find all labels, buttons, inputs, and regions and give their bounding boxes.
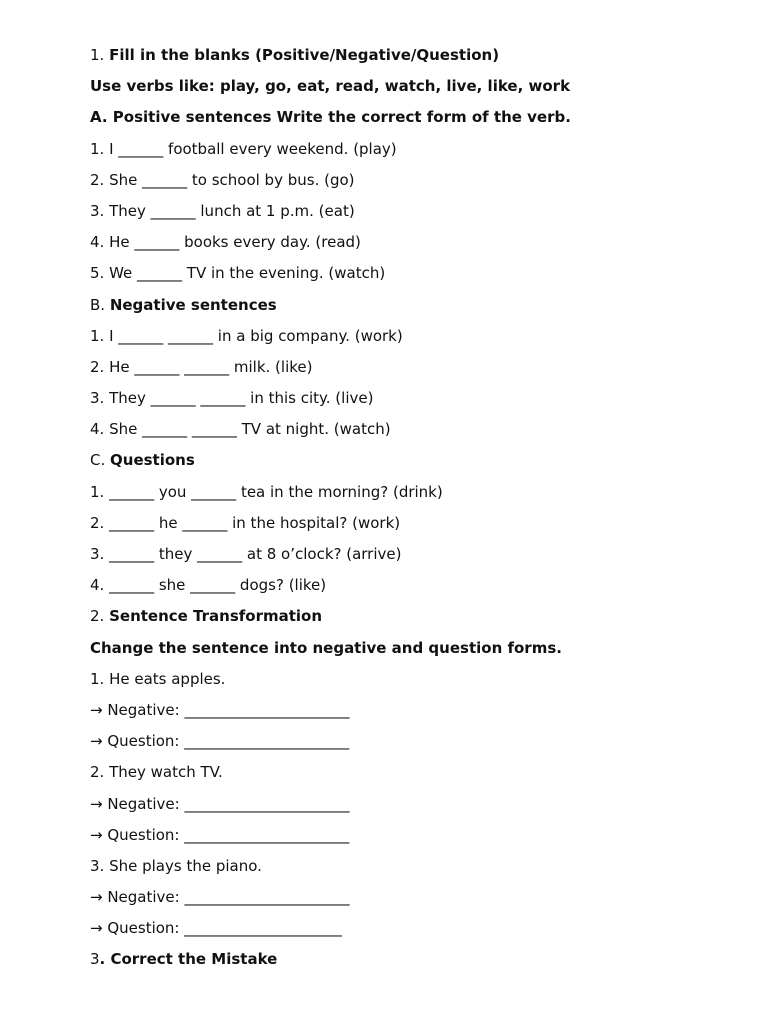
section-1-heading [90, 45, 730, 76]
negative-answer-line: → Negative: ______________________ [90, 700, 350, 719]
part-b-heading [90, 295, 730, 326]
heading-number: 1. [90, 46, 110, 64]
exercise-item: 2. ______ he ______ in the hospital? (work) [90, 513, 401, 532]
exercise-item: 4. She ______ ______ TV at night. (watch) [90, 420, 391, 439]
verb-list-instruction: Use verbs like: play, go, eat, read, watch, live, like, work [90, 77, 571, 96]
transformation-sentence: 1. He eats apples. [90, 669, 226, 688]
heading-number: 3 [90, 950, 100, 969]
heading-text: Sentence Transformation [109, 607, 323, 626]
exercise-item: 4. ______ she ______ dogs? (like) [90, 576, 327, 595]
exercise-item: 3. They ______ ______ in this city. (live) [90, 389, 374, 408]
transformation-instruction: Change the sentence into negative and question forms. [90, 638, 562, 657]
heading-letter: C. [90, 451, 111, 470]
exercise-item: 2. She ______ to school by bus. (go) [90, 170, 355, 189]
question-answer-line: → Question: _____________________ [90, 919, 342, 938]
heading-text: Questions [110, 451, 195, 470]
heading-number: 2. [90, 607, 110, 626]
exercise-item: 1. I ______ ______ in a big company. (work) [90, 326, 403, 345]
section-2-heading [90, 606, 730, 637]
exercise-item: 1. I ______ football every weekend. (play) [90, 139, 397, 158]
worksheet [90, 45, 730, 981]
exercise-item: 5. We ______ TV in the evening. (watch) [90, 264, 386, 283]
exercise-item: 1. ______ you ______ tea in the morning? (drink) [90, 482, 443, 501]
transformation-sentence: 2. They watch TV. [90, 763, 223, 782]
part-c-heading [90, 450, 730, 481]
exercise-item: 3. ______ they ______ at 8 o’clock? (arrive) [90, 545, 402, 563]
exercise-item: 2. He ______ ______ milk. (like) [90, 357, 313, 376]
transformation-sentence: 3. She plays the piano. [90, 856, 262, 875]
heading-text: Negative sentences [109, 295, 277, 314]
question-answer-line: → Question: ______________________ [90, 732, 350, 751]
heading-text: Fill in the blanks (Positive/Negative/Question) [109, 46, 500, 64]
heading-letter: B. [90, 295, 110, 314]
section-3-heading [90, 949, 730, 980]
exercise-item: 4. He ______ books every day. (read) [90, 233, 361, 252]
part-a-heading: A. Positive sentences Write the correct form of the verb. [90, 108, 571, 127]
negative-answer-line: → Negative: ______________________ [90, 888, 350, 907]
exercise-item: 3. They ______ lunch at 1 p.m. (eat) [90, 201, 355, 220]
question-answer-line: → Question: ______________________ [90, 825, 350, 844]
heading-text: . Correct the Mistake [99, 950, 278, 969]
negative-answer-line: → Negative: ______________________ [90, 794, 350, 813]
